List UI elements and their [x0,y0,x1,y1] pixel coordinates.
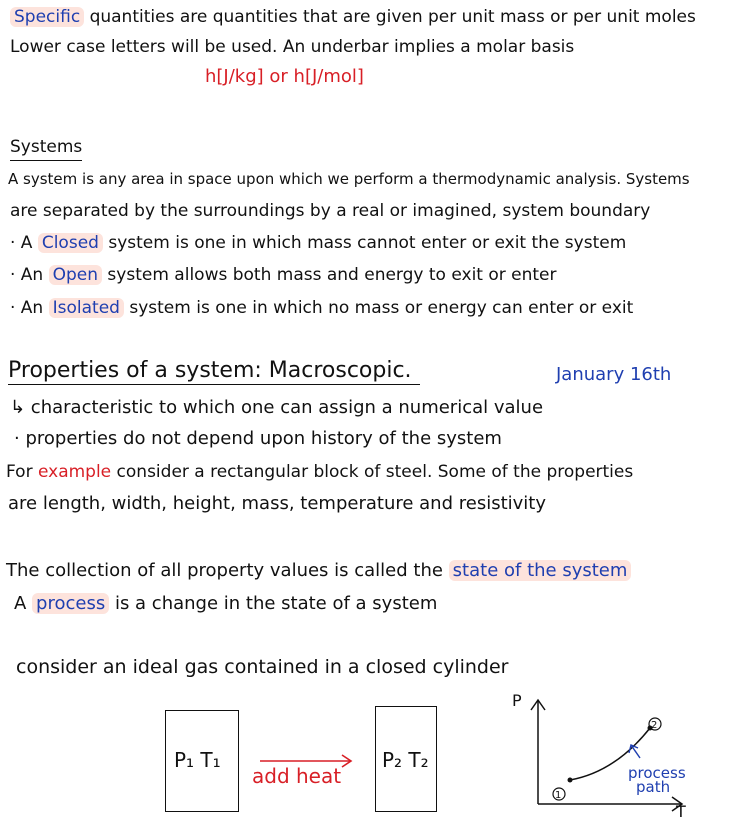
specific-line-2: Lower case letters will be used. An underbar implies a molar basis [10,37,575,57]
closed-text: system is one in which mass cannot enter or exit the system [102,233,627,253]
state-highlight: state of the system [449,560,632,581]
isolated-system-line [10,297,633,319]
point-2-label: 2 [651,720,658,731]
state-pre: The collection of all property values is called the [6,560,449,581]
y-axis-label: P [512,691,522,710]
specific-highlight: Specific [10,7,84,27]
open-bullet: · An [10,265,49,285]
specific-line-1-text: quantities are quantities that are given per unit mass or per unit moles [84,7,696,27]
date-note: January 16th [556,364,672,385]
add-heat-arrow [258,754,358,768]
units-notation: h[J/kg] or h[J/mol] [205,66,364,87]
properties-heading: Properties of a system: Macroscopic. [8,360,420,385]
closed-bullet: · A [10,233,38,253]
process-line [14,593,437,615]
final-state-label: P₂ T₂ [382,748,429,772]
example-line: consider an ideal gas contained in a closed cylinder [16,656,509,678]
specific-line-1 [10,6,696,28]
point-1-marker [568,778,573,783]
state-line [6,560,631,582]
process-path-label: process path [628,764,686,796]
add-heat-label: add heat [252,764,342,788]
isolated-text: system is one in which no mass or energy can enter or exit [123,298,634,318]
point-1-label: 1 [555,790,562,801]
closed-highlight: Closed [38,233,103,253]
isolated-highlight: Isolated [49,298,124,318]
example-rest: consider a rectangular block of steel. Some of the properties [111,462,634,482]
properties-line-3 [6,461,633,483]
properties-line-4: are length, width, height, mass, temperature and resistivity [8,493,546,514]
open-system-line [10,264,557,286]
process-pre: A [14,593,33,614]
properties-line-1: ↳ characteristic to which one can assign a numerical value [10,397,544,418]
systems-line-2: are separated by the surroundings by a real or imagined, system boundary [10,201,651,221]
open-text: system allows both mass and energy to exit or enter [102,265,557,285]
initial-state-label: P₁ T₁ [174,748,221,772]
closed-system-line [10,232,626,254]
example-word: example [37,462,112,482]
example-pre: For [6,462,38,482]
process-highlight: process [32,593,109,614]
properties-line-2: · properties do not depend upon history of the system [14,428,502,449]
x-axis-label: T [676,802,686,818]
isolated-bullet: · An [10,298,49,318]
systems-heading: Systems [10,136,82,161]
systems-line-1: A system is any area in space upon which we perform a thermodynamic analysis. Systems [8,170,690,188]
pt-graph [500,690,700,818]
open-highlight: Open [49,265,102,285]
process-rest: is a change in the state of a system [109,593,438,614]
